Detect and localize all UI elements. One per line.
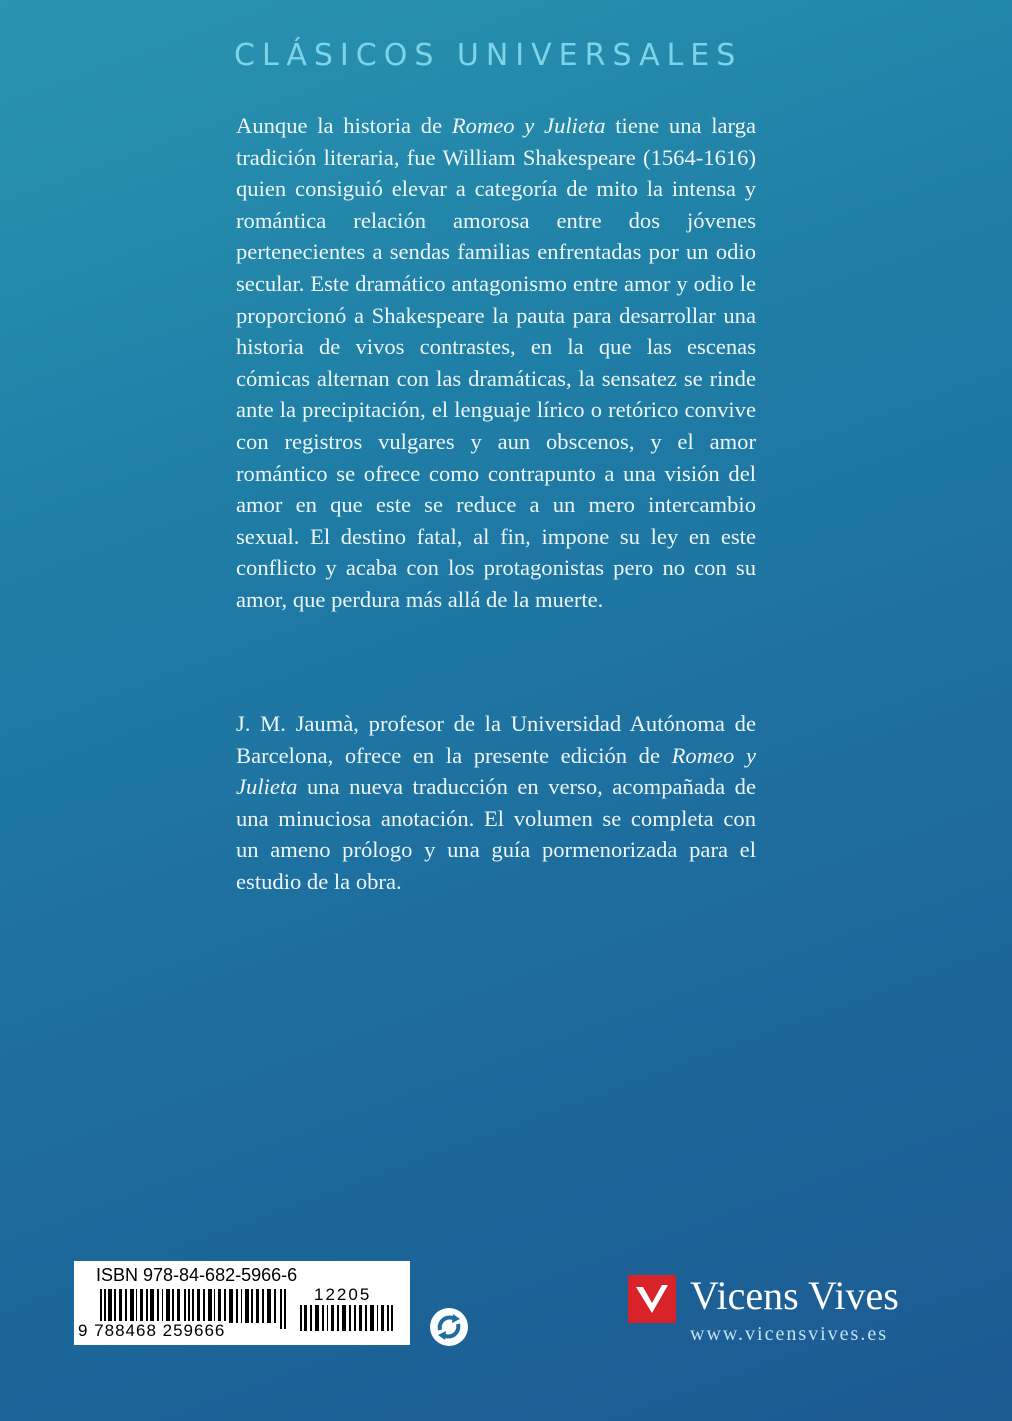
edition-text-start: J. M. Jaumà, profesor de la Universidad Autónoma de Barcelona, ofrece en la presente edición de	[236, 711, 756, 768]
isbn-text: ISBN 978-84-682-5966-6	[96, 1265, 298, 1285]
series-title: CLÁSICOS UNIVERSALES	[234, 38, 743, 73]
recycle-icon	[428, 1306, 470, 1348]
price-code: 12205	[314, 1285, 372, 1304]
publisher-name: Vicens Vives	[690, 1273, 899, 1318]
book-title-italic: Romeo y Julieta	[236, 742, 756, 800]
synopsis-text-start: Aunque la historia de	[236, 113, 452, 138]
ean-digits: 9 788468 259666	[78, 1321, 226, 1340]
synopsis-text-rest: tiene una larga tradición literaria, fue William Shakespeare (1564-1616) quien consiguió elevar a categoría de mito la intensa y romántica relación amorosa entre dos jóvenes pertenecientes a sendas familias enfrentadas por un odio secular. Este dramático antagonismo entre amor y odio le proporcionó a Shakespeare la pauta para desarrollar una historia de vivos contrastes, en la que las escenas cómicas alternan con las dramáticas, la sensatez se rinde ante la precipitación, el lenguaje lírico o retórico convive con registros vulgares y aun obscenos, y el amor romántico se ofrece como contrapunto a una visión del amor en que este se reduce a un mero intercambio sexual. El destino fatal, al fin, impone su ley en este conflicto y acaba con los protagonistas pero no con su amor, que perdura más allá de la muerte.	[236, 113, 756, 612]
edition-text-rest: una nueva traducción en verso, acompañada de una minuciosa anotación. El volumen se completa con un ameno prólogo y una guía pormenorizada para el estudio de la obra.	[236, 774, 756, 894]
addon-barcode-bars	[300, 1305, 394, 1331]
synopsis-paragraph	[236, 110, 756, 616]
barcode-label	[74, 1261, 410, 1345]
edition-paragraph	[236, 708, 756, 898]
vicens-vives-logo-icon	[628, 1275, 676, 1323]
book-title-italic: Romeo y Julieta	[451, 113, 606, 138]
publisher-website: www.vicensvives.es	[690, 1323, 889, 1345]
